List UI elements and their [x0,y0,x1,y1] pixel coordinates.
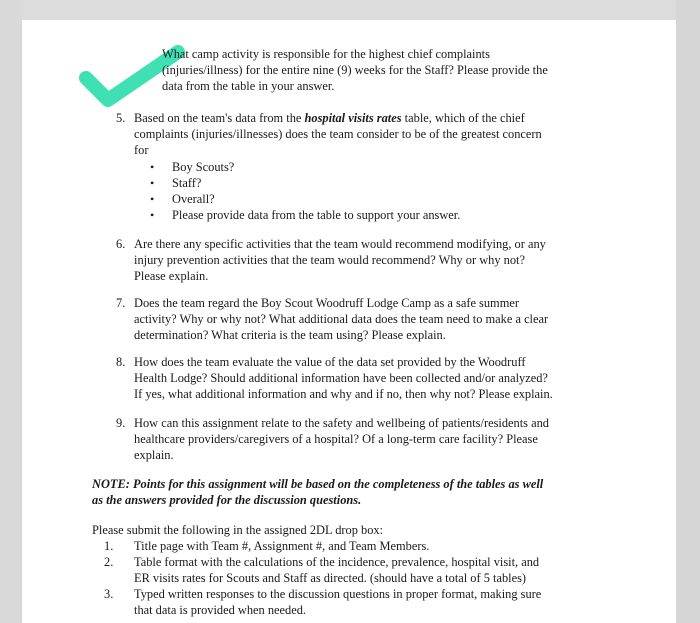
intro-question-line: data from the table in your answer. [162,79,335,93]
submit-intro: Please submit the following in the assigned 2DL drop box: [92,523,384,537]
submit-item-line: that data is provided when needed. [134,603,307,617]
question-6-number: 6. [116,237,126,251]
submit-item-number: 1. [104,539,114,553]
photo-left-edge [0,0,22,623]
question-7-line: Does the team regard the Boy Scout Woodruff Lodge Camp as a safe summer [134,296,519,310]
question-9-line: How can this assignment relate to the safety and wellbeing of patients/residents and [134,416,549,430]
document-page [22,20,676,623]
question-8-line: How does the team evaluate the value of the data set provided by the Woodruff [134,355,526,369]
submit-item-line: Typed written responses to the discussion questions in proper format, making sure [134,587,542,601]
question-5-bullet: Boy Scouts? [172,160,235,174]
submit-item-number: 3. [104,587,114,601]
question-5-line: Based on the team's data from the hospital visits rates table, which of the chief [134,111,525,125]
question-9-number: 9. [116,416,126,430]
intro-question-line: (injuries/illness) for the entire nine (9) weeks for the Staff? Please provide the [162,63,548,77]
question-5-number: 5. [116,111,126,125]
submit-item-line: Title page with Team #, Assignment #, and Team Members. [134,539,430,553]
question-8-line: Health Lodge? Should additional information have been collected and/or analyzed? [134,371,548,385]
question-6-line: Please explain. [134,269,209,283]
bullet-icon: • [150,208,155,222]
submit-item-line: ER visits rates for Scouts and Staff as directed. (should have a total of 5 tables) [134,571,527,585]
photo-top-edge [22,0,676,20]
bullet-icon: • [150,160,155,174]
question-7-number: 7. [116,296,126,310]
question-8-line: If yes, what additional information and why and if no, then why not? Please explain. [134,387,553,401]
question-6-line: injury prevention activities that the team would recommend? Why or why not? [134,253,526,267]
question-5-line: for [134,143,149,157]
bullet-icon: • [150,192,155,206]
question-8-number: 8. [116,355,126,369]
question-7-line: determination? What criteria is the team using? Please explain. [134,328,446,342]
question-9-line: healthcare providers/caregivers of a hospital? Of a long-term care facility? Please [134,432,538,446]
submit-item-line: Table format with the calculations of the incidence, prevalence, hospital visit, and [134,555,540,569]
submit-item-number: 2. [104,555,114,569]
question-5-bullet: Please provide data from the table to support your answer. [172,208,461,222]
question-7-line: activity? Why or why not? What additional data does the team need to make a clear [134,312,549,326]
question-9-line: explain. [134,448,174,462]
question-5-bullet: Overall? [172,192,215,206]
question-6-line: Are there any specific activities that the team would recommend modifying, or any [134,237,546,251]
question-5-line: complaints (injuries/illnesses) does the team consider to be of the greatest concern [134,127,542,141]
intro-question-line: What camp activity is responsible for the highest chief complaints [162,47,490,61]
question-5-bullet: Staff? [172,176,202,190]
note-line: NOTE: Points for this assignment will be based on the completeness of the tables as well [92,477,544,491]
photo-right-edge [676,0,700,623]
bullet-icon: • [150,176,155,190]
note-line: as the answers provided for the discussion questions. [92,493,362,507]
